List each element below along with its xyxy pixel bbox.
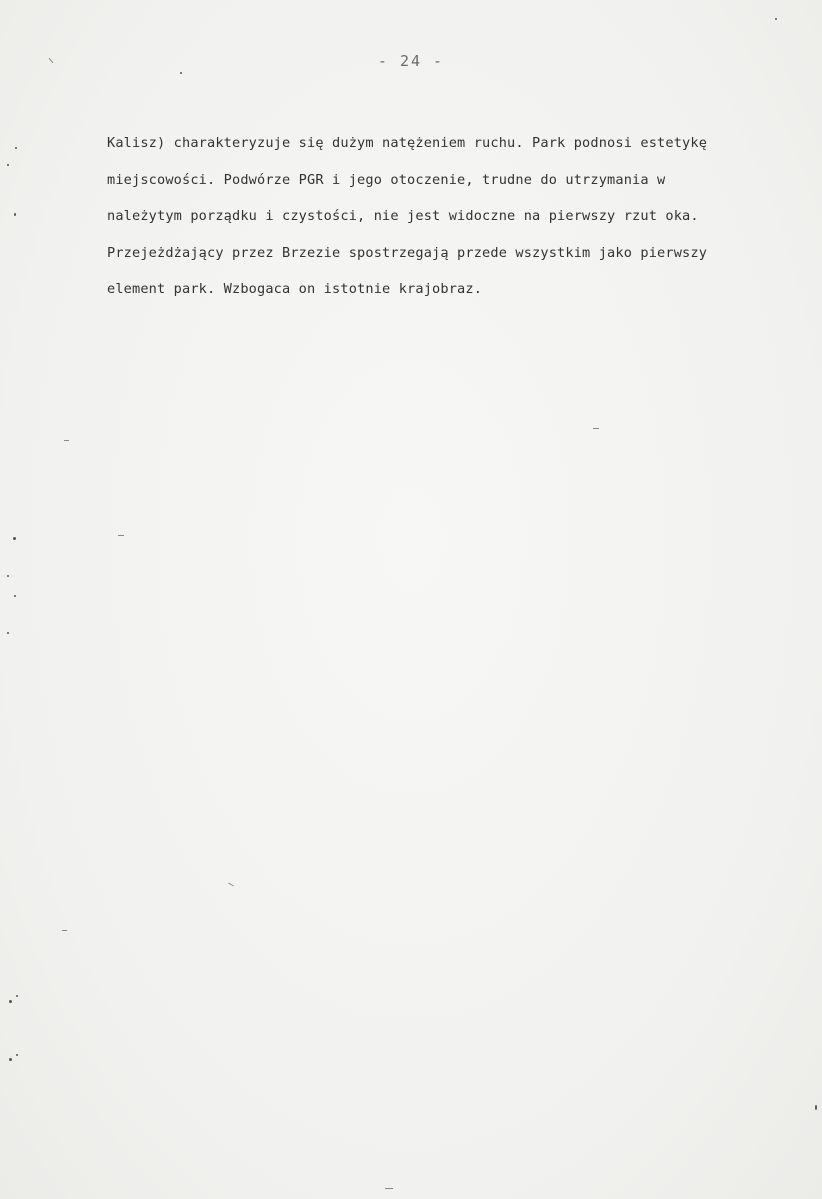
scan-mark xyxy=(385,1188,393,1189)
scan-speck xyxy=(14,213,16,216)
text-line-5: element park. Wzbogaca on istotnie krajobraz. xyxy=(107,281,483,297)
scan-speck xyxy=(180,72,182,74)
scan-speck xyxy=(16,1054,18,1056)
body-paragraph xyxy=(107,129,757,312)
scan-speck xyxy=(815,1105,817,1110)
scan-speck xyxy=(14,595,16,597)
text-line-3: należytym porządku i czystości, nie jest widoczne na pierwszy rzut oka. xyxy=(107,208,699,224)
scan-speck xyxy=(7,632,9,634)
text-line-4: Przejeżdżający przez Brzezie spostrzegają przede wszystkim jako pierwszy xyxy=(107,244,708,261)
scan-speck xyxy=(775,18,777,20)
scan-mark xyxy=(64,440,69,441)
scan-speck xyxy=(7,575,9,577)
text-line-1: Kalisz) charakteryzuje się dużym natężeniem ruchu. Park podnosi estetykę xyxy=(107,135,708,151)
scan-speck xyxy=(15,147,17,149)
scan-mark xyxy=(62,930,67,931)
scan-speck xyxy=(9,1000,12,1003)
scan-mark xyxy=(228,883,234,887)
scan-speck xyxy=(13,537,16,540)
scan-mark xyxy=(118,535,124,536)
scan-speck xyxy=(16,995,18,997)
scan-speck xyxy=(9,1058,12,1061)
text-line-2: miejscowości. Podwórze PGR i jego otoczenie, trudne do utrzymania w xyxy=(107,171,666,188)
scan-speck xyxy=(7,164,9,166)
scan-mark xyxy=(593,428,599,429)
page-number: - 24 - xyxy=(377,52,445,70)
